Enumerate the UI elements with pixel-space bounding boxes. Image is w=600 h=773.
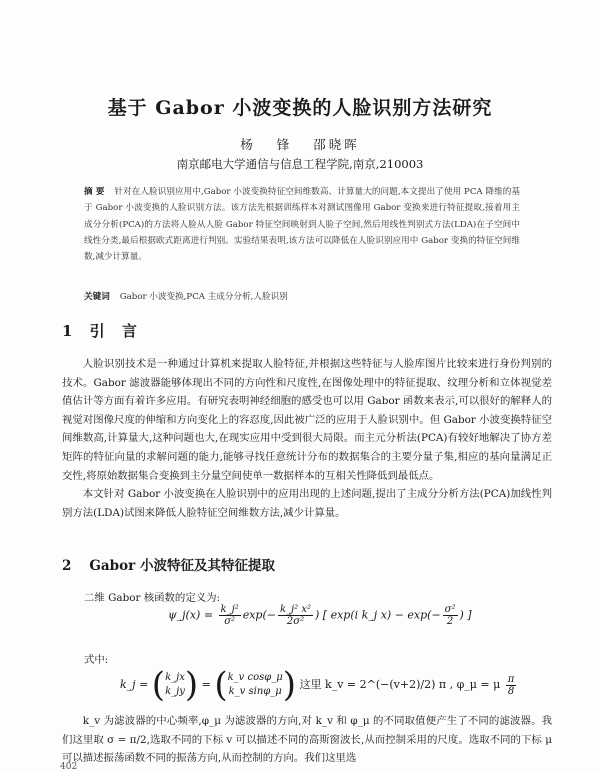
formula1-exp1-close: ) (314, 608, 320, 622)
formula2-vector1: k_jx k_jy (165, 672, 185, 697)
paper-authors: 杨 锋 邵晓晖 (240, 137, 360, 152)
section1-paragraph-2: 本文针对 Gabor 小波变换在人脸识别中的应用出现的上述问题,提出了主成分分析方法(PCA)加线性判别方法(LDA)试图来降低人脸特征空间维数方法,减少计算量。 (62, 488, 552, 519)
keywords-text: Gabor 小波变换,PCA 主成分分析,人脸识别 (119, 292, 288, 302)
where-label: 式中: (84, 654, 109, 666)
formula1-lhs: ψ_j(x) = (168, 608, 214, 622)
formula1-frac1: $\frac{\text{k\_j²}}{\text{σ²}}$ (220, 604, 239, 627)
section2-title: Gabor 小波特征及其特征提取 (89, 558, 275, 574)
formula1-bracket: [ exp(i k_j x) − exp(− (322, 608, 441, 622)
formula2-lhs: k_j = (120, 678, 149, 691)
section1-heading: 1 引 言 (62, 322, 143, 340)
formula2-vector2: k_v cosφ_μ k_v sinφ_μ (227, 672, 283, 697)
formula1-frac2: $\frac{\text{k\_j² x²}}{\text{2σ²}}$ (279, 604, 311, 627)
page-number: 402 (60, 762, 78, 772)
paper-affiliation: 南京邮电大学通信与信息工程学院,南京,210003 (176, 157, 424, 171)
section2-heading (62, 554, 275, 574)
section2-body: k_v 为滤波器的中心频率,φ_μ 为滤波器的方向,对 k_v 和 φ_μ 的不同取值便产生了不同的滤波器。我们这里取 σ = π/2,选取不同的下标 v 可以描述不同的高斯窗波长,从而控制采用的尺度。选取不同的下标 μ 可以描述振荡函数不同的振荡方向,从而控制的方向。我们这里选 (62, 715, 552, 765)
abstract-text: 针对在人脸识别应用中,Gabor 小波变换特征空间维数高、计算量大的问题,本文提出了使用 PCA 降维的基于 Gabor 小波变换的人脸识别方法。该方法先根据训练样本对测试图像用 Gabor 变换来进行特征提取,接着用主成分分析(PCA)的方法将人脸从人脸 Gabor 特征空间映射到人脸子空间,然后用线性判别式方法(LDA)在子空间中线性分类,最后根据欧式距离进行判别。实验结果表明,该方法可以降低在人脸识别应用中 Gabor 变换的特征空间维数,减少计算量。 (84, 187, 520, 263)
abstract (84, 184, 520, 265)
keywords (84, 290, 520, 302)
formula-gabor-kernel (168, 604, 472, 627)
formula2-frac: $\frac{\pi}{8}$ (507, 673, 515, 697)
keywords-label: 关键词 (84, 292, 110, 302)
formula2-tail: 这里 k_v = 2^(−(v+2)/2) π , φ_μ = μ (299, 678, 501, 691)
section1-paragraph-1: 人脸识别技术是一种通过计算机来提取人脸特征,并根据这些特征与人脸库图片比较来进行身份判别的技术。Gabor 滤波器能够体现出不同的方向性和尺度性,在图像处理中的特征提取、纹理分析和立体视觉差值估计等方面有着许多应用。有研究表明神经细胞的感受也可以用 Gabor 函数来表示,可以很好的解释人的视觉对图像尺度的伸缩和方向变化上的容忍度,因此被广泛的应用于人脸识别中。但 Gabor 小波变换特征空间维数高,计算量大,这种问题也大,在现实应用中受到很大局限。而主元分析法(PCA)有较好地解决了协方差矩阵的特征向量的求解问题的能力,能够寻找任意统计分布的数据集合的主要分量子集,相应的基向量满足正交性,将原始数据集合变换到主分量空间使单一数据样本的互相关性降低到最低点。 (62, 358, 552, 482)
paper-title: 基于 Gabor 小波变换的人脸识别方法研究 (107, 97, 493, 119)
section2-number: 2 (62, 558, 72, 574)
formula1-frac3: $\frac{\text{σ²}}{2}$ (444, 604, 456, 627)
abstract-label: 摘 要 (84, 187, 105, 197)
section1-body (62, 355, 552, 522)
formula-wave-vector: k_j = (k_jx k_jy) = (k_v cosφ_μ k_v sinφ_μ) 这里 k_v = 2^(−(v+2)/2) π , φ_μ = μ $\frac{\pi}{8}$ (120, 665, 515, 705)
formula1-bracket-close: ) ] (459, 608, 472, 622)
formula1-exp1: exp(− (242, 608, 276, 622)
kernel-intro: 二维 Gabor 核函数的定义为: (84, 592, 220, 604)
